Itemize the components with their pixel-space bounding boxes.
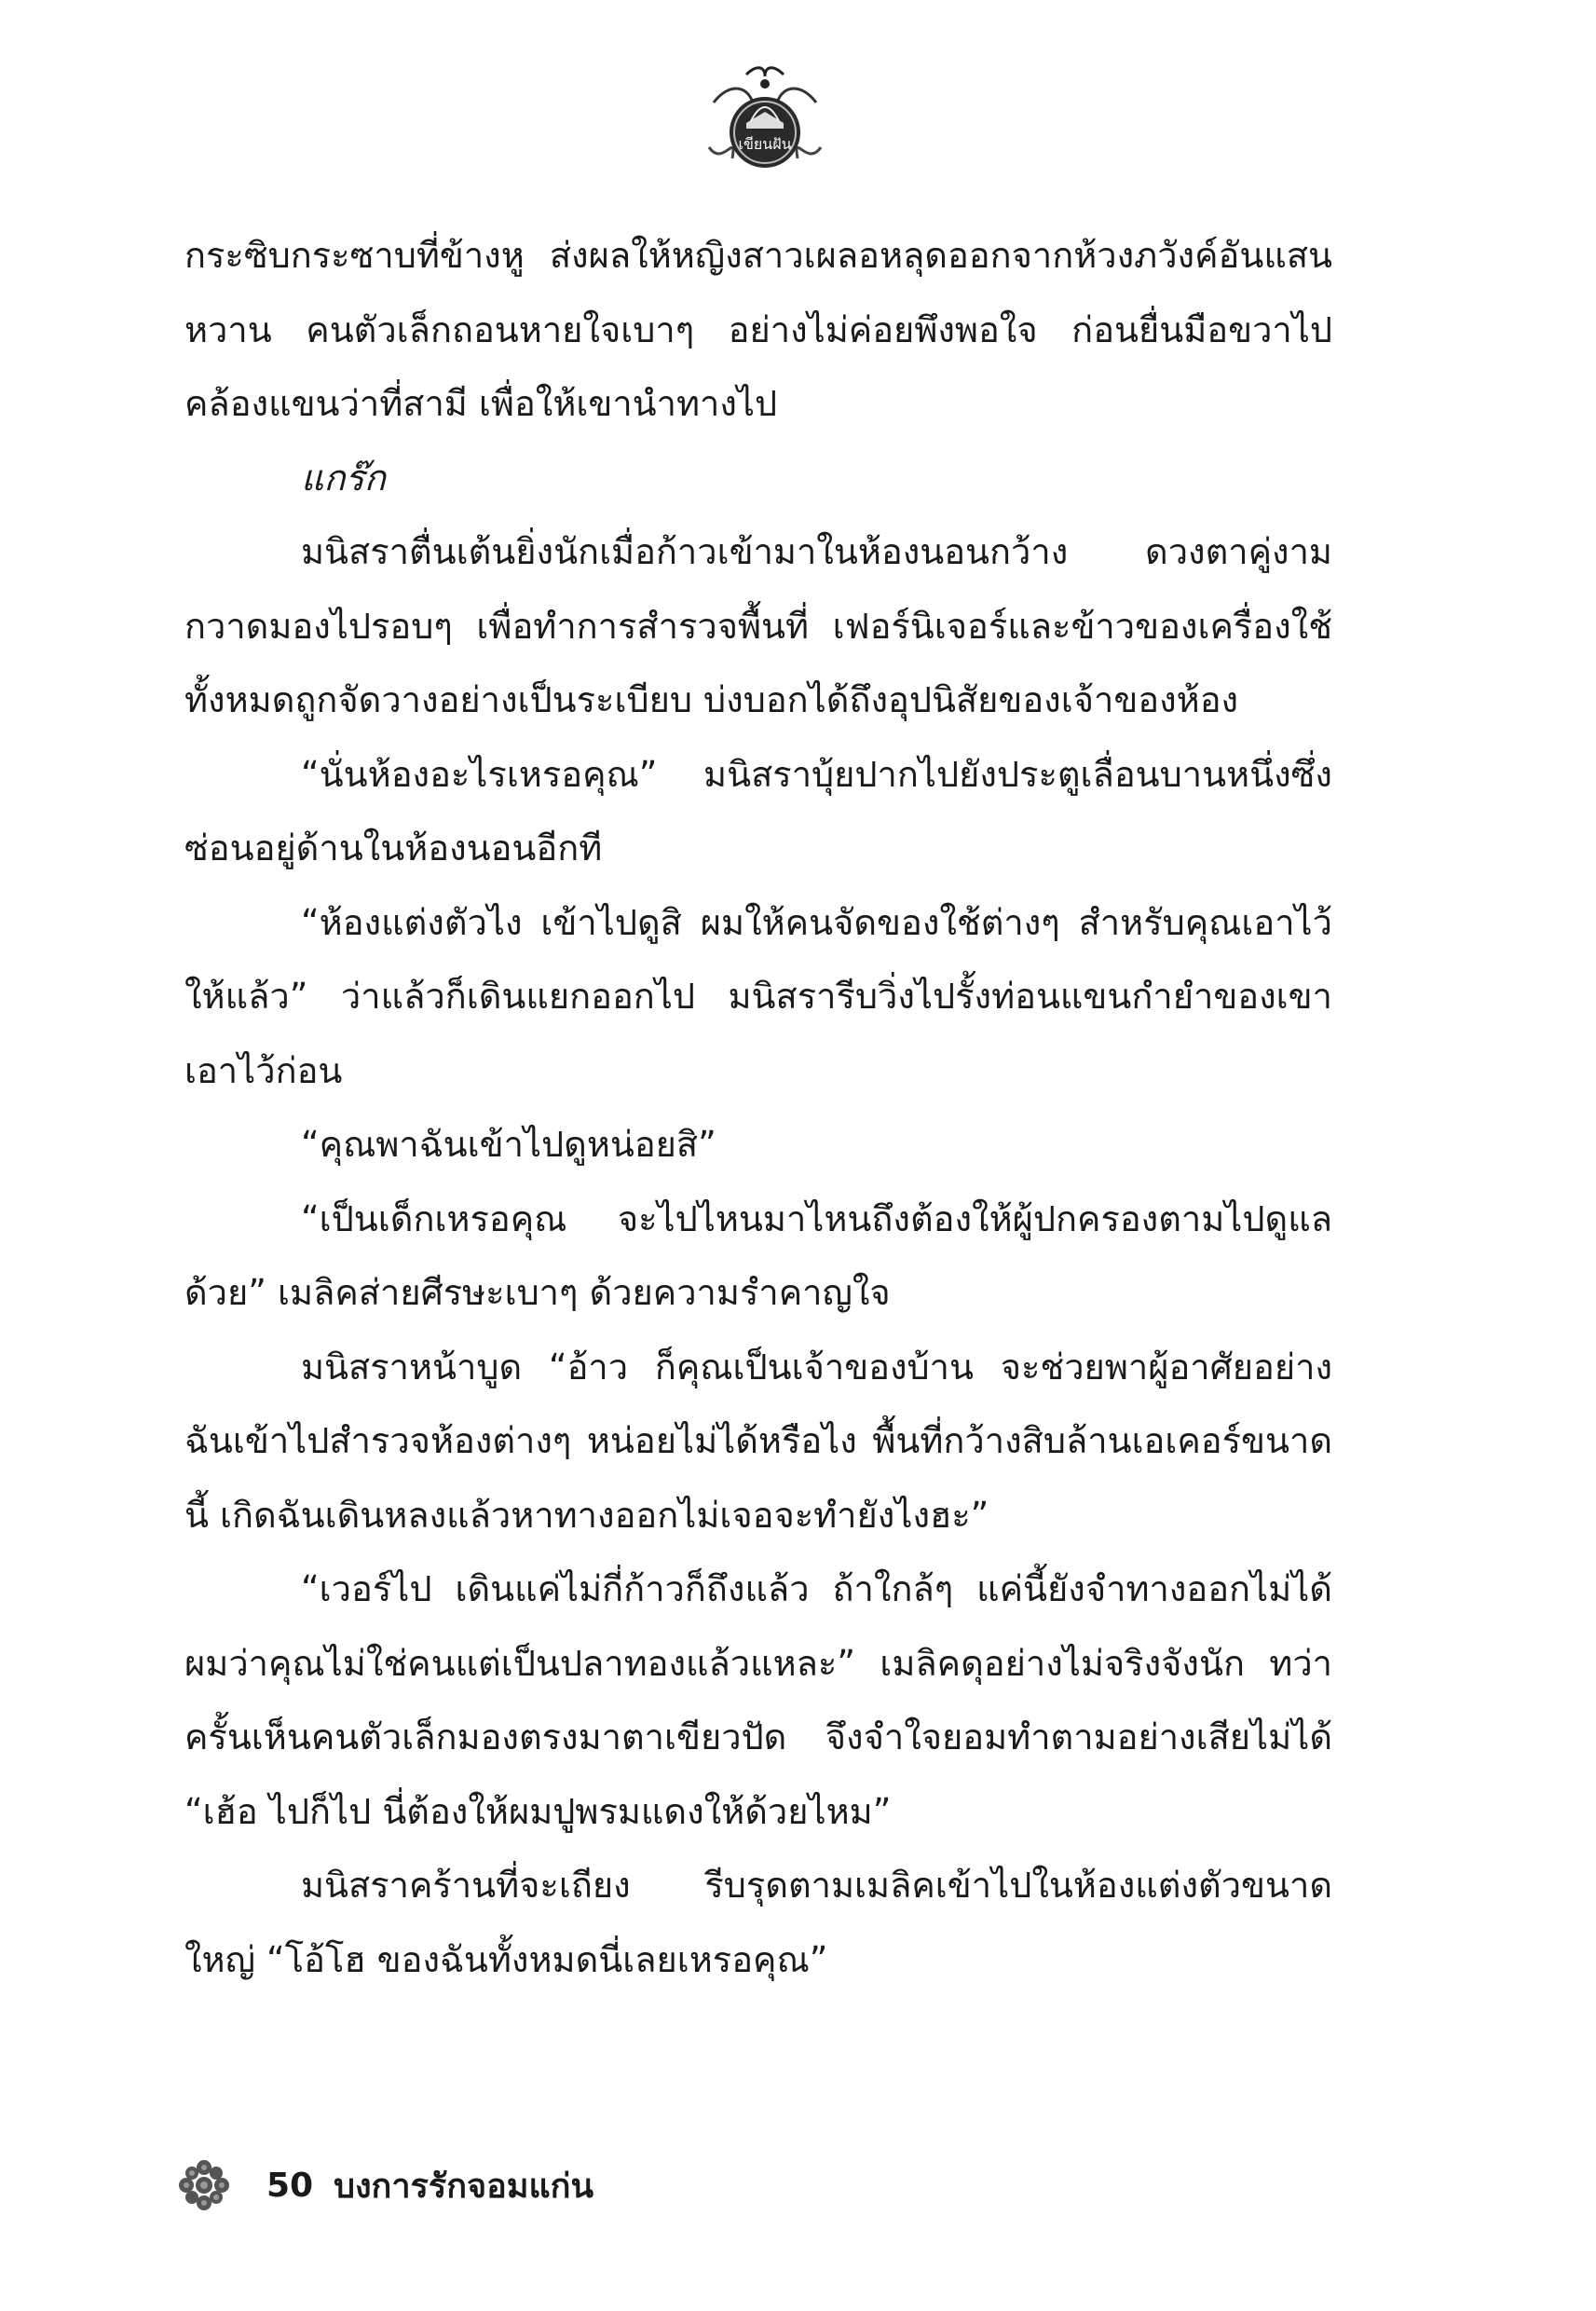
paragraph: แกร๊ก xyxy=(301,457,386,499)
publisher-logo-text: เขียนฝัน xyxy=(738,135,792,153)
paragraph: “คุณพาฉันเข้าไปดูหน่อยสิ” xyxy=(301,1124,716,1165)
chapter-body-text xyxy=(184,219,1332,1997)
page-number: 50 xyxy=(266,2166,314,2205)
paragraph: “เวอร์ไป เดินแค่ไม่กี่ก้าวก็ถึงแล้ว ถ้าใกล้ๆ แค่นี้ยังจำทางออกไม่ได้ ผมว่าคุณไม่ใช่คนแต่เป็นปลาทองแล้วแหละ” เมลิคดุอย่างไม่จริงจังนัก ทว่าครั้นเห็นคนตัวเล็กมองตรงมาตาเขียวปัด จึงจำใจยอมทำตามอย่างเสียไม่ได้ “เฮ้อ ไปก็ไป นี่ต้องให้ผมปูพรมแดงให้ด้วยไหม” xyxy=(184,1568,1332,1832)
paragraph: “เป็นเด็กเหรอคุณ จะไปไหนมาไหนถึงต้องให้ผู้ปกครองตามไปดูแลด้วย” เมลิคส่ายศีรษะเบาๆ ด้วยความรำคาญใจ xyxy=(184,1197,1332,1313)
paragraph: “นั่นห้องอะไรเหรอคุณ” มนิสราบุ้ยปากไปยังประตูเลื่อนบานหนึ่งซึ่งซ่อนอยู่ด้านในห้องนอนอีกที xyxy=(184,753,1332,868)
paragraph: “ห้องแต่งตัวไง เข้าไปดูสิ ผมให้คนจัดของใช้ต่างๆ สำหรับคุณเอาไว้ให้แล้ว” ว่าแล้วก็เดินแยกออกไป มนิสรารีบวิ่งไปรั้งท่อนแขนกำยำของเขาเอาไว้ก่อน xyxy=(184,901,1332,1091)
page-footer xyxy=(173,2153,593,2218)
flower-cluster-icon xyxy=(173,2154,235,2216)
paragraph: มนิสราตื่นเต้นยิ่งนักเมื่อก้าวเข้ามาในห้องนอนกว้าง ดวงตาคู่งามกวาดมองไปรอบๆ เพื่อทำการสำรวจพื้นที่ เฟอร์นิเจอร์และข้าวของเครื่องใช้ทั้งหมดถูกจัดวางอย่างเป็นระเบียบ บ่งบอกได้ถึงอุปนิสัยของเจ้าของห้อง xyxy=(184,531,1332,720)
paragraph: กระซิบกระซาบที่ข้างหู ส่งผลให้หญิงสาวเผลอหลุดออกจากห้วงภวังค์อันแสนหวาน คนตัวเล็กถอนหายใจเบาๆ อย่างไม่ค่อยพึงพอใจ ก่อนยื่นมือขวาไปคล้องแขนว่าที่สามี เพื่อให้เขานำทางไป xyxy=(184,235,1332,424)
paragraph: มนิสราคร้านที่จะเถียง รีบรุดตามเมลิคเข้าไปในห้องแต่งตัวขนาดใหญ่ “โอ้โฮ ของฉันทั้งหมดนี่เลยเหรอคุณ” xyxy=(184,1865,1332,1980)
book-title: บงการรักจอมแก่น xyxy=(334,2167,594,2206)
publisher-emblem-icon xyxy=(695,65,835,177)
paragraph: มนิสราหน้าบูด “อ้าว ก็คุณเป็นเจ้าของบ้าน จะช่วยพาผู้อาศัยอย่างฉันเข้าไปสำรวจห้องต่างๆ หน่อยไม่ได้หรือไง พื้นที่กว้างสิบล้านเอเคอร์ขนาดนี้ เกิดฉันเดินหลงแล้วหาทางออกไม่เจอจะทำยังไงฮะ” xyxy=(184,1346,1332,1536)
